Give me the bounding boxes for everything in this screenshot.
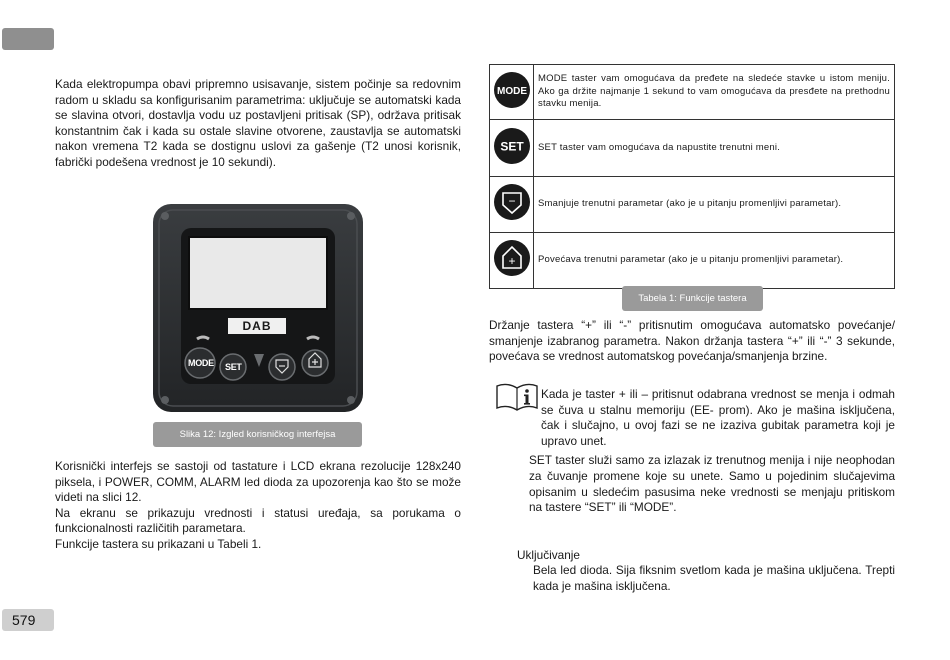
table-row (490, 65, 895, 120)
note-paragraph-1: Kada je taster + ili – pritisnut odabrana vrednost se menja i odmah se čuva u stalnu memoriju (EE- prom). Ako je mašina isključena, čak i slučajno, u ovoj fazi se ne izaziva gubitak parametra koji je upravo unet. (541, 387, 895, 448)
minus-cell (490, 177, 534, 233)
plus-cell (490, 233, 534, 289)
set-button-icon (492, 126, 532, 166)
info-note (529, 387, 895, 520)
info-book-icon (495, 382, 539, 412)
mode-button-label: MODE (188, 358, 214, 368)
set-description: SET taster vam omogućava da napustite trenutni meni. (534, 120, 895, 177)
power-on-heading: Uključivanje (517, 548, 580, 562)
button-functions-table (489, 64, 895, 289)
table-row (490, 177, 895, 233)
interface-line-1: Korisnički interfejs se sastoji od tastature i LCD ekrana rezolucije 128x240 piksela, i POWER, COMM, ALARM led dioda za upozorenja kao što se može videti na slici 12. (55, 459, 461, 505)
mode-icon-label: MODE (496, 85, 527, 97)
interface-line-3: Funkcije tastera su prikazani u Tabeli 1. (55, 536, 262, 551)
hold-button-paragraph: Držanje tastera “+” ili “-” pritisnutim omogućava automatsko povećanje/ smanjenje izabranog parametra. Nakon držanja tastera “+” ili “-” 3 sekunde, povećava se vrednost automatskog povećanja/smanjenja brzine. (489, 318, 895, 364)
page-number: 579 (2, 609, 54, 631)
mode-button-icon (492, 70, 532, 110)
minus-icon-label: − (507, 194, 516, 208)
table-caption: Tabela 1: Funkcije tastera (622, 286, 763, 311)
intro-paragraph: Kada elektropumpa obavi pripremno usisavanje, sistem počinje sa redovnim radom u skladu sa konfigurisanim parametrima: uključuje se automatski kada se slavina otvori, dostavlja vodu uz postavljeni pritisak (SP), održava pritisak konstantnim čak i kada su ostale slavine otvorene, zaustavlja se automatski nakon vremena T2 kada se dostignu uslovi za gašenje (T2 unosi korisnik, fabrički podešena vrednost je 10 sekundi). (55, 77, 461, 169)
plus-button-icon (492, 238, 532, 278)
figure-caption: Slika 12: Izgled korisničkog interfejsa (153, 422, 362, 447)
mode-cell (490, 65, 534, 120)
minus-button-icon (492, 182, 532, 222)
table-row (490, 120, 895, 177)
set-icon-label: SET (499, 139, 524, 153)
control-panel-figure (153, 204, 363, 412)
mode-description: MODE taster vam omogućava da pređete na sledeće stavke u istom meniju. Ako ga držite najmanje 1 sekund to vam omogućava da presđete na prethodnu stavku menija. (534, 65, 895, 120)
minus-description: Smanjuje trenutni parametar (ako je u pitanju promenljivi parametar). (534, 177, 895, 233)
interface-line-2: Na ekranu se prikazuju vrednosti i statusi uređaja, sa porukama o funkcionalnosti različitih parametara. (55, 505, 461, 536)
interface-description (55, 459, 461, 553)
table-row (490, 233, 895, 289)
plus-description: Povećava trenutni parametar (ako je u pitanju promenljivi parametar). (534, 233, 895, 289)
note-paragraph-2: SET taster služi samo za izlazak iz trenutnog menija i nije neophodan za čuvanje promene koje su unete. Samo u pojedinim slučajevima opisanim u sledećim pasusima neke vrednosti se menjaju pritiskom na tastere “SET” ili “MODE”. (529, 453, 895, 515)
set-cell (490, 120, 534, 177)
section-tab (2, 28, 54, 50)
dab-logo: DAB (228, 318, 286, 334)
plus-icon-label: + (507, 254, 516, 268)
power-on-description: Bela led dioda. Sija fiksnim svetlom kada je mašina uključena. Trepti kada je mašina isključena. (533, 563, 895, 593)
set-button-label: SET (225, 362, 242, 372)
